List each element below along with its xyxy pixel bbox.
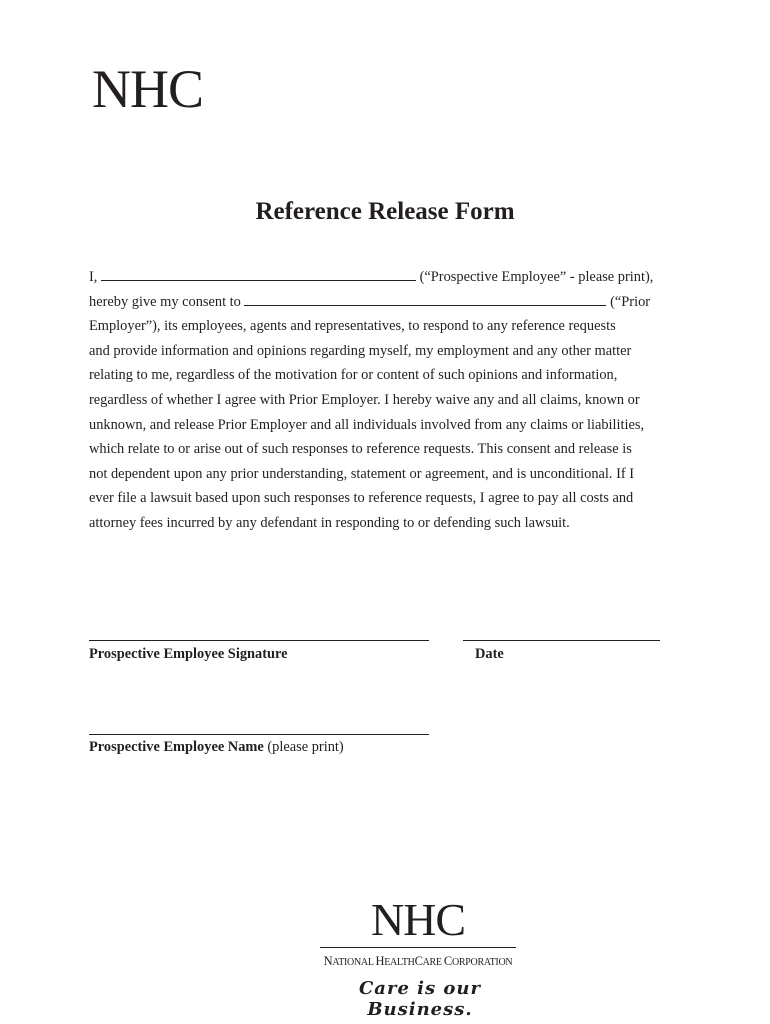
- paragraph-line: regardless of whether I agree with Prior Employer. I hereby waive any and all claims, known or: [89, 391, 640, 408]
- paragraph-line: and provide information and opinions regarding myself, my employment and any other matter: [89, 342, 632, 359]
- printed-name-line[interactable]: [89, 734, 429, 735]
- paragraph-line: attorney fees incurred by any defendant in responding to or defending such lawsuit.: [89, 514, 570, 531]
- signature-line[interactable]: [89, 640, 429, 641]
- corporation-name: NATIONAL HEALTHCARE CORPORATION: [323, 954, 513, 968]
- prior-employer-line: [89, 290, 683, 315]
- printed-name-label: [89, 739, 344, 756]
- footer-nhc-logo: NHC: [370, 894, 466, 945]
- paragraph-line: unknown, and release Prior Employer and all individuals involved from any claims or liabilities,: [89, 416, 645, 433]
- employee-name-line: [89, 265, 683, 290]
- paragraph-line: Employer”), its employees, agents and representatives, to respond to any reference requests: [89, 318, 616, 335]
- printed-name-note: (please print): [267, 739, 344, 755]
- tagline: Care is our Business.: [358, 978, 481, 1020]
- line2-prefix: hereby give my consent to: [89, 293, 241, 310]
- paragraph-line: relating to me, regardless of the motivation for or content of such opinions and information,: [89, 367, 618, 384]
- consent-paragraph: [89, 265, 683, 536]
- line1-suffix: (“Prospective Employee” - please print),: [419, 269, 654, 285]
- employee-name-blank[interactable]: [101, 267, 416, 281]
- paragraph-line: not dependent upon any prior understanding, statement or agreement, and is unconditional. If I: [89, 465, 635, 482]
- nhc-logo: NHC: [92, 59, 204, 119]
- date-line[interactable]: [463, 640, 660, 641]
- paragraph-line: ever file a lawsuit based upon such responses to reference requests, I agree to pay all costs and: [89, 490, 634, 507]
- footer-divider: [320, 947, 516, 948]
- paragraph-line: which relate to or arise out of such responses to reference requests. This consent and release is: [89, 441, 632, 458]
- date-label: Date: [475, 646, 504, 662]
- line1-prefix: I,: [89, 269, 98, 285]
- signature-label: Prospective Employee Signature: [89, 646, 288, 662]
- line2-suffix: (“Prior: [610, 293, 651, 310]
- printed-name-label-text: Prospective Employee Name: [89, 739, 264, 755]
- footer-logo: [318, 894, 518, 969]
- form-title: Reference Release Form: [255, 198, 515, 225]
- prior-employer-blank[interactable]: [244, 292, 606, 306]
